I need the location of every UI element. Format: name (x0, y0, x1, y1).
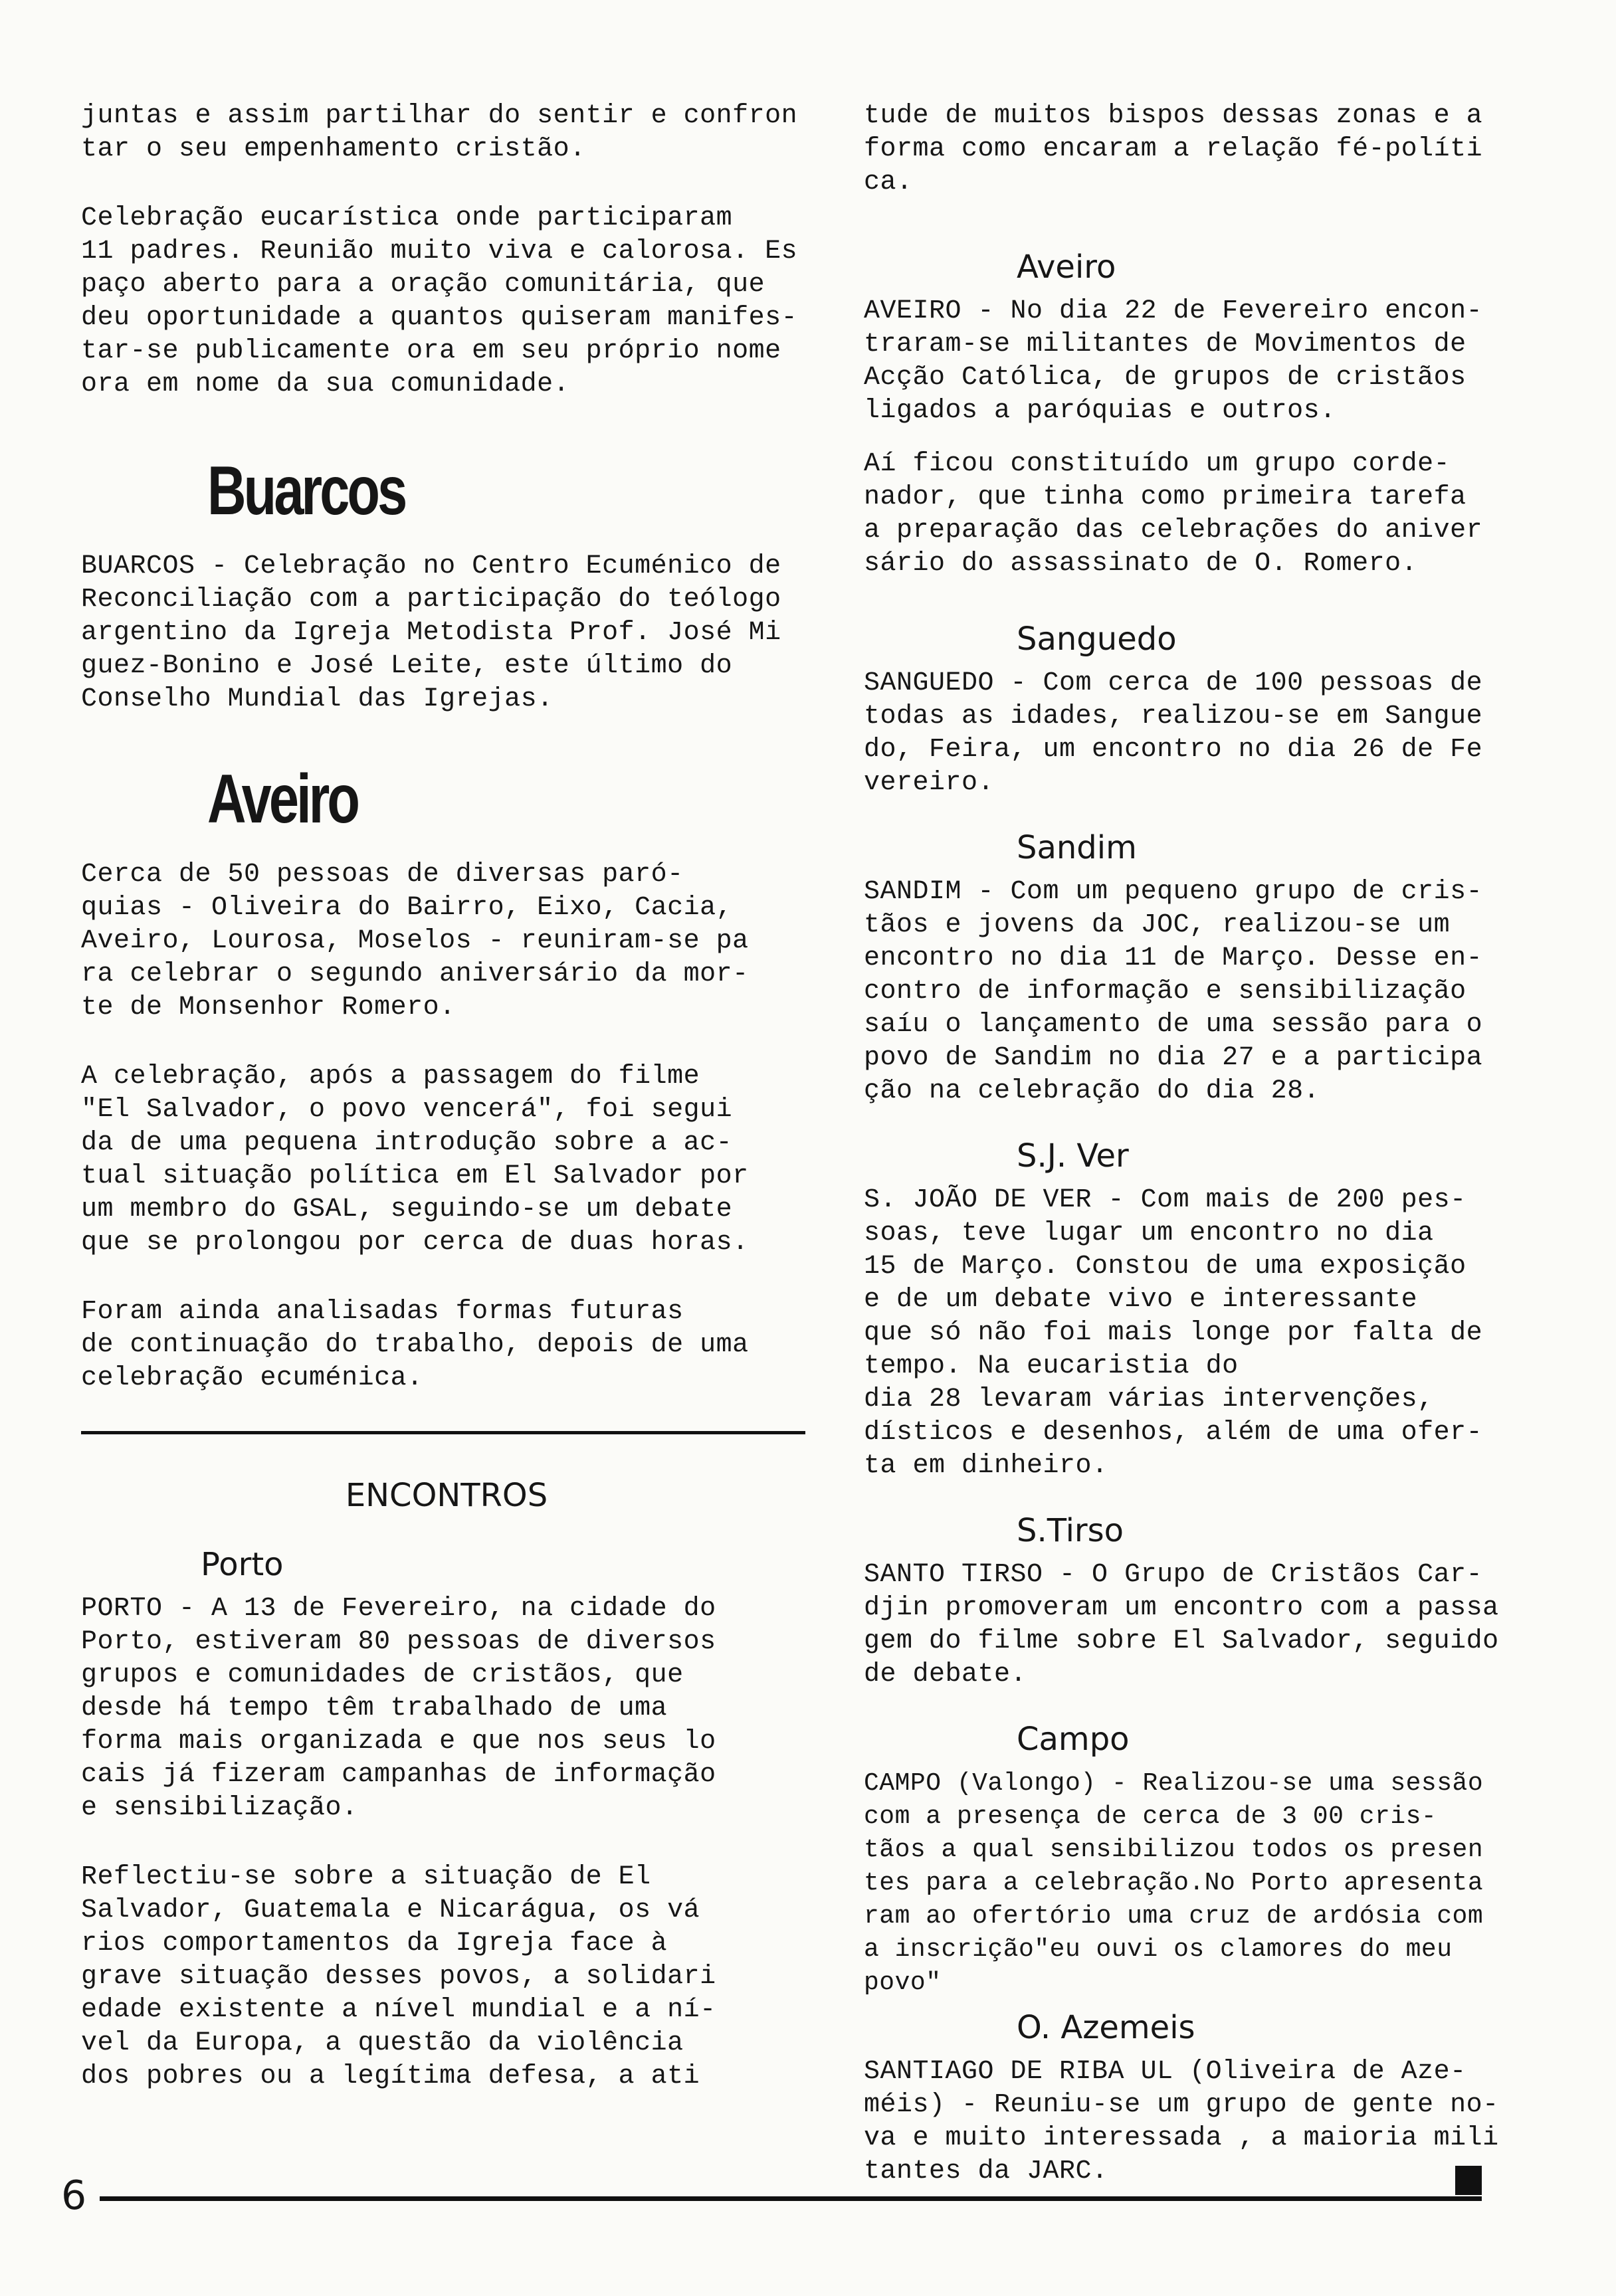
encontros-heading: ENCONTROS (345, 1477, 548, 1514)
oazemeis-paragraph: SANTIAGO DE RIBA UL (Oliveira de Aze- méis) - Reuniu-se um grupo de gente no- va e muito interessada , a maioria mili tantes da JARC. (864, 2057, 1499, 2186)
right-continuation-paragraph: tude de muitos bispos dessas zonas e a forma como encaram a relação fé-políti ca. (864, 101, 1483, 197)
buarcos-heading: Buarcos (207, 452, 405, 529)
aveiro-paragraph-1: Cerca de 50 pessoas de diversas paró- quias - Oliveira do Bairro, Eixo, Cacia, Aveiro, Lourosa, Moselos - reuniram-se pa ra celebrar o segundo aniversário da mor- te de Monsenhor Romero. (81, 860, 749, 1022)
aveiro-paragraph-2: A celebração, após a passagem do filme "El Salvador, o povo vencerá", foi segui da de uma pequena introdução sobre a ac- tual situação política em El Salvador por um membro do GSAL, seguindo-se um debate que se prolongou por cerca de duas horas. (81, 1062, 749, 1258)
footer-rule (100, 2196, 1482, 2201)
sandim-paragraph: SANDIM - Com um pequeno grupo de cris- tãos e jovens da JOC, realizou-se um encontro no dia 11 de Março. Desse en- contro de informação e sensibilização saíu o lançamento de uma sessão para o povo de Sandim no dia 27 e a participa ção na celebração do dia 28. (864, 877, 1483, 1106)
stirso-heading: S.Tirso (1017, 1512, 1124, 1549)
intro-paragraph-1: juntas e assim partilhar do sentir e confron tar o seu empenhamento cristão. (81, 101, 798, 164)
porto-paragraph-1: PORTO - A 13 de Fevereiro, na cidade do Porto, estiveram 80 pessoas de diversos grupos e comunidades de cristãos, que desde há tempo têm trabalhado de uma forma mais organizada e que nos seus lo cais já fizeram campanhas de informação e sensibilização. (81, 1594, 716, 1823)
aveiro-encontro-heading: Aveiro (1017, 248, 1116, 286)
intro-paragraph-2: Celebração eucarística onde participaram 11 padres. Reunião muito viva e calorosa. Es paço aberto para a oração comunitária, que deu oportunidade a quantos quiseram manifes- tar-se publicamente ora em seu próprio nome ora em nome da sua comunidade. (81, 203, 798, 399)
sandim-heading: Sandim (1017, 829, 1137, 866)
end-of-article-mark (1455, 2166, 1482, 2195)
aveiro-paragraph-3: Foram ainda analisadas formas futuras de continuação do trabalho, depois de uma celebração ecuménica. (81, 1297, 749, 1393)
left-column (81, 100, 812, 2093)
page-number: 6 (61, 2172, 87, 2219)
stirso-paragraph: SANTO TIRSO - O Grupo de Cristãos Car- djin promoveram um encontro com a passa gem do filme sobre El Salvador, seguido de debate. (864, 1560, 1499, 1689)
buarcos-paragraph: BUARCOS - Celebração no Centro Ecuménico de Reconciliação com a participação do teólogo argentino da Igreja Metodista Prof. José Mi guez-Bonino e José Leite, este último do Conselho Mundial das Igrejas. (81, 551, 781, 714)
porto-heading: Porto (201, 1546, 284, 1583)
aveiro-heading: Aveiro (207, 761, 358, 838)
sanguedo-heading: Sanguedo (1017, 621, 1177, 658)
campo-paragraph: CAMPO (Valongo) - Realizou-se uma sessão com a presença de cerca de 3 00 cris- tãos a qual sensibilizou todos os presen tes para a celebração.No Porto apresenta ram ao ofertório uma cruz de ardósia com a inscrição"eu ouvi os clamores do meu povo" (864, 1769, 1484, 1997)
right-column (864, 100, 1542, 2188)
oazemeis-heading: O. Azemeis (1017, 2009, 1195, 2046)
sanguedo-paragraph: SANGUEDO - Com cerca de 100 pessoas de todas as idades, realizou-se em Sangue do, Feira, um encontro no dia 26 de Fe vereiro. (864, 668, 1483, 798)
campo-heading: Campo (1017, 1721, 1130, 1758)
aveiro-encontro-paragraph-2: Aí ficou constituído um grupo corde- nador, que tinha como primeira tarefa a preparação das celebrações do aniver sário do assassinato de O. Romero. (864, 449, 1483, 579)
porto-paragraph-2: Reflectiu-se sobre a situação de El Salvador, Guatemala e Nicarágua, os vá rios comportamentos da Igreja face à grave situação desses povos, a solidari edade existente a nível mundial e a ní- vel da Europa, a questão da violência dos pobres ou a legítima defesa, a ati (81, 1862, 716, 2091)
sjver-paragraph: S. JOÃO DE VER - Com mais de 200 pes- soas, teve lugar um encontro no dia 15 de Março. Constou de uma exposição e de um debate vivo e interessante que só não foi mais longe por falta de tempo. Na eucaristia do dia 28 levaram várias intervenções, dísticos e desenhos, além de uma ofer- ta em dinheiro. (864, 1185, 1483, 1481)
section-divider (81, 1431, 805, 1434)
sjver-heading: S.J. Ver (1017, 1137, 1129, 1175)
aveiro-encontro-paragraph-1: AVEIRO - No dia 22 de Fevereiro encon- traram-se militantes de Movimentos de Acção Católica, de grupos de cristãos ligados a paróquias e outros. (864, 296, 1483, 426)
